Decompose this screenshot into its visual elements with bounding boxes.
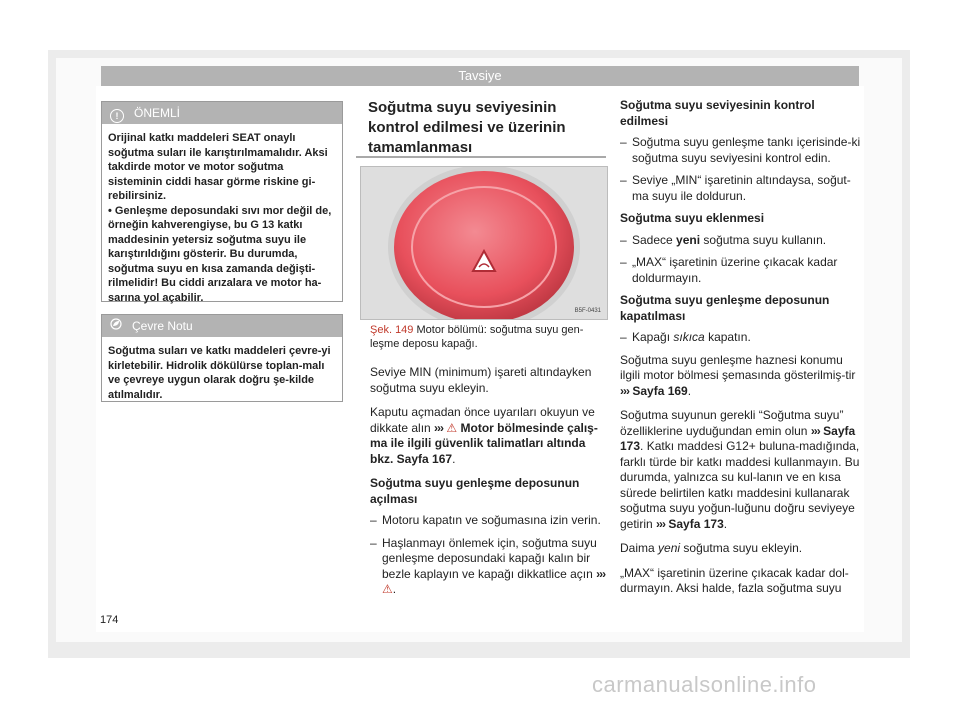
section-banner: Tavsiye [101,66,859,86]
add-steps [620,233,865,287]
coolant-cap-illustration [361,167,607,319]
warning-triangle-icon: ⚠ [382,582,393,596]
min-level-paragraph: Seviye MIN (minimum) işareti altındayken soğutma suyu ekleyin. [370,365,592,395]
page-link[interactable]: Sayfa 173 [620,423,856,453]
watermark: carmanualsonline.info [592,672,817,697]
cross-reference-arrow[interactable]: ››› [434,420,444,435]
important-notice-header [102,102,342,124]
close-heading: Soğutma suyu genleşme deposunun kapatılması [620,293,830,323]
environment-note-body [102,337,342,408]
important-notice-body [102,124,342,311]
cross-reference-arrow[interactable]: ››› [810,423,820,438]
close-steps [620,330,865,346]
page-link[interactable]: Sayfa 173 [668,516,724,531]
check-steps [620,135,865,204]
list-item: – Haşlanmayı önlemek için, soğutma suyu genleşme deposundaki kapağı kalın bir bezle kaplayın ve kapağı dikkatlice açın ››› ⚠. [370,536,606,598]
list-item: – Soğutma suyu genleşme tankı içerisinde-ki soğutma suyu seviyesini kontrol edin. [620,135,865,166]
important-notice-heading: ÖNEMLİ [134,106,181,120]
middle-text [370,365,606,605]
max-level-paragraph: „MAX“ işaretinin üzerine çıkacak kadar dol-durmayın. Aksi halde, fazla soğutma suyu [620,565,849,595]
right-column [620,98,865,606]
location-paragraph: Soğutma suyu genleşme haznesi konumu ilgili motor bölmesi şemasında gösterilmiş-tir ››› Sayfa 169. [620,352,856,398]
figure-caption-text: Motor bölümü: soğutma suyu gen-leşme deposu kapağı. [370,324,584,350]
warning-triangle-icon: ⚠ [446,420,458,435]
check-heading: Soğutma suyu seviyesinin kontrol edilmesi [620,98,815,128]
important-notice-paragraph: Orijinal katkı maddeleri SEAT onaylı soğutma suları ile karıştırılmamalıdır. Aksi takdirde motor ve motor soğutma sisteminin ciddi hasar görme riskine gi-rebilirsiniz. [108,132,328,202]
new-coolant-paragraph: Daima yeni soğutma suyu ekleyin. [620,541,803,555]
list-item: – Seviye „MIN“ işaretinin altındaysa, soğut-ma suyu ile doldurun. [620,173,865,204]
important-notice-bullet: • Genleşme deposundaki sıvı mor değil de, örneğin kahverengiyse, bu G 13 katkı maddesinin yetersiz soğutma suyu ile karıştırıldığını gösterir. Bu durumda, soğutma suyu en kısa zamanda değişti-rilmelidir! Bu ciddi arızalara ve motor ha-sarına yol açabilir. [108,204,332,304]
warning-reference-paragraph: Kaputu açmadan önce uyarıları okuyun ve dikkate alın ››› ⚠ Motor bölmesinde çalış-ma ile ilgili güvenlik talimatları altında bkz. Sayfa 167. [370,405,598,466]
list-item: – „MAX“ işaretinin üzerine çıkacak kadar doldurmayın. [620,255,865,286]
list-item: – Motoru kapatın ve soğumasına izin verin. [370,513,606,529]
environment-note-header [102,315,342,337]
list-item: – Sadece yeni soğutma suyu kullanın. [620,233,865,249]
environment-note-paragraph: Soğutma suları ve katkı maddeleri çevre-yi kirletebilir. Hidrolik dökülürse toplan-malı ve çevreye uygun olarak doğru şe-kilde atılmalıdır. [108,345,331,401]
cross-reference-arrow[interactable]: ››› [596,566,606,581]
figure-code: B5F-0431 [574,308,601,314]
page-link[interactable]: Sayfa 169 [632,383,688,398]
safety-link[interactable]: Motor bölmesinde çalış-ma ile ilgili güvenlik talimatları altında bkz. Sayfa 167 [370,420,598,466]
title-divider [356,156,606,158]
figure-caption [370,323,602,351]
environment-note-box [101,314,343,402]
figure-label: Şek. 149 [370,324,414,336]
list-item: – Kapağı sıkıca kapatın. [620,330,865,346]
section-title: Soğutma suyu seviyesinin kontrol edilmesi ve üzerinin tamamlanması [368,99,566,156]
section-header [356,98,606,158]
specification-paragraph: Soğutma suyunun gerekli “Soğutma suyu” özelliklerine uyduğundan emin olun ››› Sayfa 173. Katkı maddesi G12+ buluna-madığında, farklı türde bir katkı maddesi kullanmayın. Bu durumda, yalnızca su kul-lanın ve en kısa sürede belirtilen katkı maddesini kullanarak soğutma suyu yoğun-luğunu doğru seviyeye getirin ››› Sayfa 173. [620,408,860,531]
cross-reference-arrow[interactable]: ››› [620,383,629,398]
add-heading: Soğutma suyu eklenmesi [620,211,765,225]
environment-note-heading: Çevre Notu [132,319,193,333]
important-notice-box [101,101,343,302]
cross-reference-arrow[interactable]: ››› [656,516,666,531]
coolant-cap-figure [360,166,608,320]
page-number: 174 [100,614,119,626]
info-icon: ! [110,109,124,123]
opening-heading: Soğutma suyu genleşme deposunun açılması [370,476,580,506]
opening-steps [370,513,606,598]
leaf-icon [110,315,122,337]
